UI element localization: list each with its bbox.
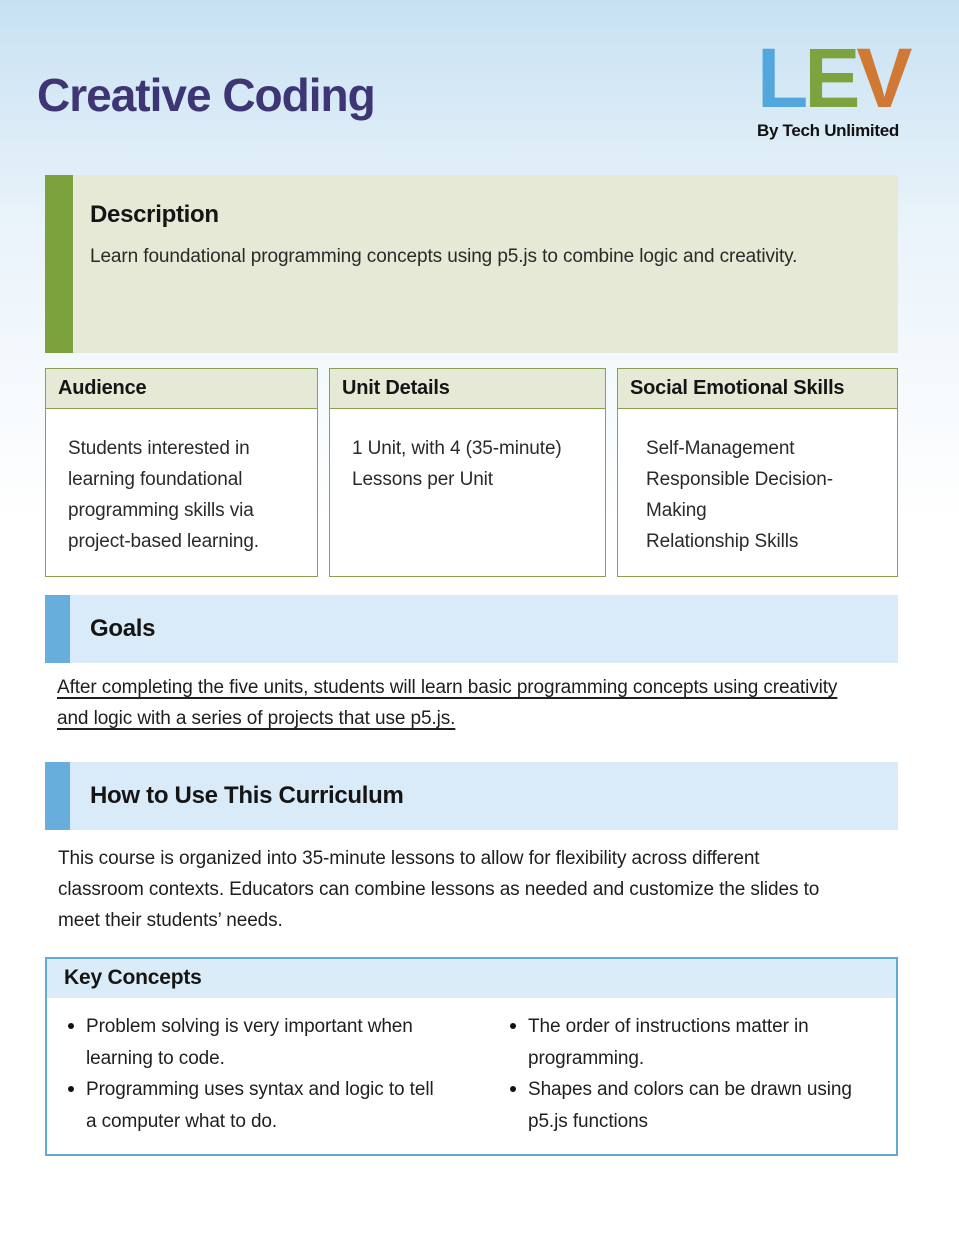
info-boxes-row [45, 368, 898, 577]
goals-text-line: and logic with a series of projects that use p5.js. [57, 708, 456, 729]
audience-box [45, 368, 318, 577]
how-to-paragraph [58, 843, 908, 936]
logo-tagline: By Tech Unlimited [757, 120, 899, 140]
sel-skill-item: Responsible Decision-Making [646, 469, 833, 521]
bullet-item [509, 1011, 868, 1074]
goals-accent-bar [45, 595, 70, 663]
bullet-item [67, 1011, 441, 1074]
lev-logo [757, 31, 913, 141]
key-concepts-right-column [509, 1011, 882, 1137]
description-heading: Description [90, 201, 219, 228]
social-emotional-heading: Social Emotional Skills [618, 369, 897, 409]
bullet-text: The order of instructions matter in programming. [528, 1016, 809, 1069]
logo-letter-l: L [757, 31, 805, 125]
key-concepts-heading: Key Concepts [47, 959, 896, 998]
goals-heading: Goals [90, 615, 156, 642]
social-emotional-box [617, 368, 898, 577]
description-accent-bar [45, 175, 73, 353]
logo-letter-v: V [856, 31, 909, 125]
key-concepts-body [47, 998, 896, 1137]
goals-panel [70, 595, 898, 663]
how-to-paragraph-line: This course is organized into 35-minute lessons to allow for flexibility across different [58, 848, 760, 869]
page-title: Creative Coding [37, 69, 375, 121]
key-concepts-left-column [67, 1011, 509, 1137]
unit-details-body: 1 Unit, with 4 (35-minute) Lessons per Unit [352, 438, 562, 490]
audience-body: Students interested in learning foundational programming skills via project-based learning. [68, 438, 259, 552]
how-to-section [45, 762, 898, 830]
goals-text [57, 672, 907, 734]
bullet-text: Problem solving is very important when learning to code. [86, 1016, 413, 1069]
bullet-dot-icon [510, 1023, 516, 1029]
how-to-paragraph-line: classroom contexts. Educators can combine lessons as needed and customize the slides to [58, 879, 820, 900]
bullet-dot-icon [510, 1086, 516, 1092]
bullet-dot-icon [68, 1023, 74, 1029]
how-to-heading: How to Use This Curriculum [90, 782, 404, 809]
description-body: Learn foundational programming concepts using p5.js to combine logic and creativity. [90, 246, 798, 267]
audience-heading: Audience [46, 369, 317, 409]
bullet-item [509, 1074, 868, 1137]
sel-skill-item: Relationship Skills [646, 531, 799, 552]
description-panel [73, 175, 898, 353]
goals-text-line: After completing the five units, students will learn basic programming concepts using creativity [57, 677, 838, 698]
goals-section [45, 595, 898, 663]
bullet-item [67, 1074, 441, 1137]
logo-letter-e: E [804, 31, 857, 125]
bullet-text: Shapes and colors can be drawn using p5.js functions [528, 1079, 852, 1132]
sel-skill-item: Self-Management [646, 438, 795, 459]
description-section [45, 175, 898, 353]
lev-logo-word [757, 31, 913, 125]
bullet-dot-icon [68, 1086, 74, 1092]
social-emotional-body [618, 409, 897, 557]
key-concepts-box [45, 957, 898, 1156]
bullet-text: Programming uses syntax and logic to tell a computer what to do. [86, 1079, 434, 1132]
how-to-accent-bar [45, 762, 70, 830]
how-to-paragraph-line: meet their students’ needs. [58, 910, 283, 931]
how-to-panel [70, 762, 898, 830]
unit-details-heading: Unit Details [330, 369, 605, 409]
unit-details-box [329, 368, 606, 577]
